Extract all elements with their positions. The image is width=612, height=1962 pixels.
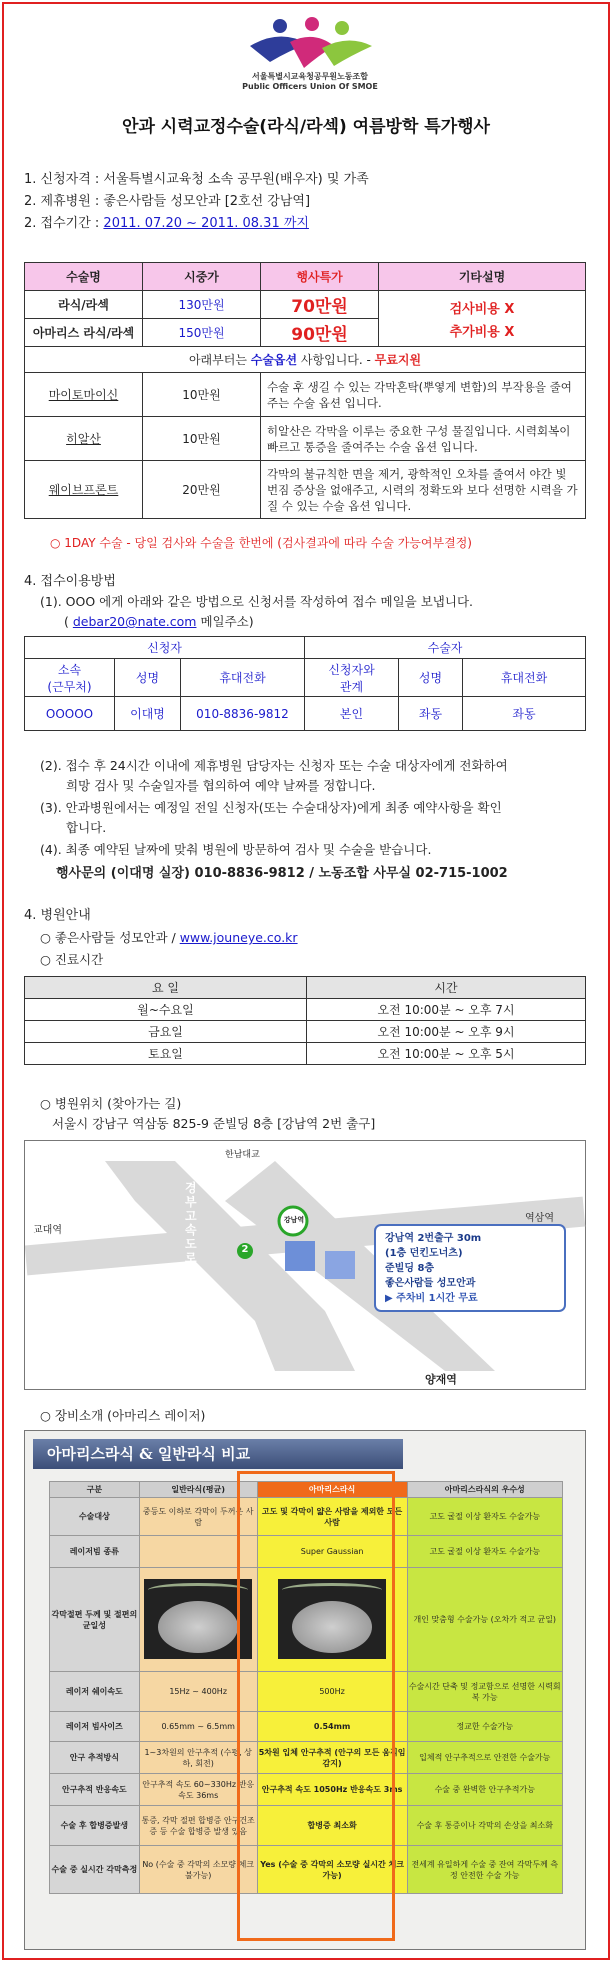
hospital-url-link[interactable]: www.jouneye.co.kr (179, 930, 298, 945)
option-desc: 수술 후 생길 수 있는 각막혼탁(뿌옇게 변함)의 부작용을 줄여주는 수술 옵션 입니다. (261, 373, 586, 417)
map-info-line: ▶ 주차비 1시간 무료 (385, 1293, 478, 1304)
hours-time: 오전 10:00분 ~ 오후 5시 (307, 1043, 586, 1065)
location-heading: ○ 병원위치 (찾아가는 길) (40, 1096, 182, 1111)
map-label-gyodae: 교대역 (33, 1225, 62, 1236)
cmp-amaris: Yes (수술 중 각막의 소모량 실시간 체크 가능) (257, 1846, 407, 1894)
info-period-label: 2. 접수기간 : (24, 216, 104, 231)
price-header-special: 행사특가 (261, 263, 379, 291)
map-info-box (385, 1231, 481, 1306)
price-note-exam: 검사비용 X (449, 301, 515, 317)
cmp-amaris: 500Hz (257, 1672, 407, 1712)
usage-step2b: 희망 검사 및 수술일자를 협의하여 예약 날짜를 정합니다. (66, 778, 376, 793)
cmp-label: 수술 중 실시간 각막측정 (50, 1846, 140, 1894)
applicant-group: 신청자 (25, 637, 305, 659)
cmp-label: 레이저 쉐이속도 (50, 1672, 140, 1712)
contact-info: 행사문의 (이대명 실장) 010-8836-9812 / 노동조합 사무실 02-715-1002 (56, 866, 508, 881)
cmp-normal: 안구추적 속도 60~330Hz 반응속도 36ms (139, 1774, 257, 1806)
union-name-ko: 서울특별시교육청공무원노동조합 (252, 72, 368, 81)
hours-heading: ○ 진료시간 (40, 952, 104, 967)
usage-step3b: 합니다. (66, 820, 107, 835)
application-table (24, 636, 586, 731)
price-row-special: 70만원 (261, 291, 379, 319)
map-info-line: 강남역 2번출구 30m (385, 1233, 482, 1244)
price-row-name: 라식/라섹 (25, 291, 143, 319)
email-link[interactable]: debar20@nate.com (72, 614, 197, 629)
cmp-col: 구분 (50, 1482, 140, 1498)
cell-affiliation: OOOOO (25, 697, 115, 731)
hospital-address: 서울시 강남구 역삼동 825-9 준빌딩 8층 [강남역 2번 출구] (52, 1116, 376, 1131)
option-note-pre: 아래부터는 (188, 353, 251, 367)
hours-day: 토요일 (25, 1043, 307, 1065)
price-row-retail: 150만원 (143, 319, 261, 347)
map-label-exit: 2 (241, 1244, 249, 1255)
price-row-name: 아마리스 라식/라섹 (25, 319, 143, 347)
cmp-normal: 통증, 각막 절편 합병증 안구건조증 등 수술 합병증 발생 있음 (139, 1806, 257, 1846)
cell-name2: 좌동 (399, 697, 463, 731)
usage-step2a: (2). 접수 후 24시간 이내에 제휴병원 담당자는 신청자 또는 수술 대상자에게 전화하여 (40, 758, 508, 773)
price-header-name: 수술명 (25, 263, 143, 291)
cmp-col: 일반라식(평균) (139, 1482, 257, 1498)
cmp-label: 레이저빔 종류 (50, 1536, 140, 1568)
hospital-heading: 4. 병원안내 (24, 908, 91, 923)
hours-time: 오전 10:00분 ~ 오후 7시 (307, 999, 586, 1021)
price-header-retail: 시중가 (143, 263, 261, 291)
cmp-amaris: 0.54mm (257, 1712, 407, 1742)
hours-col-time: 시간 (307, 977, 586, 999)
info-period (24, 212, 309, 231)
hours-day: 월~수요일 (25, 999, 307, 1021)
page-title: 안과 시력교정수술(라식/라섹) 여름방학 특가행사 (122, 117, 490, 137)
price-header-notes: 기타설명 (379, 263, 586, 291)
cmp-amaris: Super Gaussian (257, 1536, 407, 1568)
option-note-em: 수술옵션 (250, 353, 298, 367)
usage-heading: 4. 접수이용방법 (24, 574, 116, 589)
option-desc: 각막의 불규칙한 면을 제거, 광학적인 오차를 줄여서 야간 빛 번짐 증상을 없애주고, 시력의 정확도와 보다 선명한 시력을 가질 수 있는 수술 옵션 입니다. (261, 461, 586, 519)
cmp-merit: 고도 굴절 이상 환자도 수술가능 (407, 1498, 562, 1536)
cmp-amaris: 5차원 입체 안구추적 (안구의 모든 움직임 감지) (257, 1742, 407, 1774)
cmp-amaris: 합병증 최소화 (257, 1806, 407, 1846)
map-roads (25, 1141, 587, 1391)
col-phone2: 휴대전화 (463, 659, 586, 697)
comparison-panel (24, 1430, 586, 1950)
info-eligibility: 1. 신청자격 : 서울특별시교육청 소속 공무원(배우자) 및 가족 (24, 172, 369, 187)
usage-step4: (4). 최종 예약된 날짜에 맞춰 병원에 방문하여 검사 및 수술을 받습니다. (40, 842, 432, 857)
cmp-merit: 개인 맞춤형 수술가능 (오차가 적고 균일) (407, 1568, 562, 1672)
option-note-free: 무료지원 (374, 353, 422, 367)
option-name: 웨이브프론트 (25, 461, 143, 519)
cmp-label: 레이저 빔사이즈 (50, 1712, 140, 1742)
col-name: 성명 (115, 659, 181, 697)
cmp-merit: 수술시간 단축 및 정교함으로 선명한 시력회복 가능 (407, 1672, 562, 1712)
email-post: 메일주소) (196, 614, 254, 629)
cmp-amaris: 고도 및 각막이 얇은 사람을 제외한 모든 사람 (257, 1498, 407, 1536)
option-name: 마이토마이신 (25, 373, 143, 417)
option-note-post: 사항입니다. - (297, 353, 375, 367)
price-note-extra: 추가비용 X (449, 324, 515, 340)
hours-day: 금요일 (25, 1021, 307, 1043)
option-price: 10만원 (143, 417, 261, 461)
email-pre: ( (64, 614, 73, 629)
option-name: 히알산 (25, 417, 143, 461)
option-price: 20만원 (143, 461, 261, 519)
cmp-label: 각막절편 두께 및 절편의 균일성 (50, 1568, 140, 1672)
patient-group: 수술자 (305, 637, 586, 659)
price-row-retail: 130만원 (143, 291, 261, 319)
cmp-normal: 0.65mm ~ 6.5mm (139, 1712, 257, 1742)
hours-time: 오전 10:00분 ~ 오후 9시 (307, 1021, 586, 1043)
map-info-line: 좋은사람들 성모안과 (385, 1278, 476, 1289)
cell-phone: 010-8836-9812 (181, 697, 305, 731)
union-name (210, 72, 410, 92)
map-label-highway: 경부고속도로 (185, 1181, 197, 1265)
col-affiliation: 소속 (근무처) (25, 659, 115, 697)
cmp-label: 수술대상 (50, 1498, 140, 1536)
cmp-normal: 1~3차원의 안구추적 (수평, 상하, 회전) (139, 1742, 257, 1774)
map-info-line: 준빌딩 8층 (385, 1263, 435, 1274)
col-phone: 휴대전화 (181, 659, 305, 697)
map-label-yeoksam: 역삼역 (525, 1213, 554, 1224)
hours-table (24, 976, 586, 1065)
union-name-en: Public Officers Union Of SMOE (242, 82, 378, 91)
option-price: 10만원 (143, 373, 261, 417)
map-label-station: 강남역 (283, 1216, 305, 1224)
oneday-note: ○ 1DAY 수술 - 당일 검사와 수술을 한번에 (검사결과에 따라 수술 가능여부결정) (50, 536, 472, 550)
hospital-name-text: ○ 좋은사람들 성모안과 / (40, 930, 180, 945)
option-note (25, 347, 586, 373)
cmp-label: 안구 추적방식 (50, 1742, 140, 1774)
cmp-merit: 수술 중 완벽한 안구추적가능 (407, 1774, 562, 1806)
cmp-merit: 입체적 안구추적으로 안전한 수술가능 (407, 1742, 562, 1774)
price-notes (379, 291, 586, 347)
flap-image-normal (144, 1579, 252, 1659)
cell-phone2: 좌동 (463, 697, 586, 731)
cmp-merit: 수술 후 통증이나 각막의 손상을 최소화 (407, 1806, 562, 1846)
hours-col-day: 요 일 (25, 977, 307, 999)
price-table (24, 262, 586, 519)
col-name2: 성명 (399, 659, 463, 697)
cmp-normal: 15Hz ~ 400Hz (139, 1672, 257, 1712)
cmp-merit: 정교한 수술가능 (407, 1712, 562, 1742)
usage-step1: (1). OOO 에게 아래와 같은 방법으로 신청서를 작성하여 접수 메일을 보냅니다. (40, 594, 474, 609)
cell-name: 이대명 (115, 697, 181, 731)
cmp-merit: 고도 굴절 이상 환자도 수술가능 (407, 1536, 562, 1568)
map-label-hannam: 한남대교 (225, 1150, 260, 1160)
cmp-label: 수술 후 합병증발생 (50, 1806, 140, 1846)
info-period-value: 2011. 07.20 ~ 2011. 08.31 까지 (103, 216, 309, 231)
col-relation: 신청자와 관계 (305, 659, 399, 697)
hospital-name (40, 928, 298, 946)
usage-step3a: (3). 안과병원에서는 예정일 전일 신청자(또는 수술대상자)에게 최종 예약사항을 확인 (40, 800, 502, 815)
cmp-col: 아마리스라식 (257, 1482, 407, 1498)
cmp-label: 안구추적 반응속도 (50, 1774, 140, 1806)
map-label-yangjae: 양재역 (425, 1373, 457, 1386)
amaris-highlight (237, 1471, 395, 1941)
usage-email (64, 612, 254, 630)
comparison-banner: 아마리스라식 & 일반라식 비교 (33, 1439, 403, 1469)
map-info-line: (1층 던킨도너츠) (385, 1248, 463, 1259)
cmp-normal: No (수술 중 각막의 소모량 체크 불가능) (139, 1846, 257, 1894)
cmp-normal: 중등도 이하로 각막이 두꺼운 사람 (139, 1498, 257, 1536)
equip-heading: ○ 장비소개 (아마리스 레이저) (40, 1408, 206, 1423)
location-map (24, 1140, 586, 1390)
cmp-merit: 전세계 유일하게 수술 중 잔여 각막두께 측정 안전한 수술 가능 (407, 1846, 562, 1894)
cmp-amaris: 안구추적 속도 1050Hz 반응속도 3ms (257, 1774, 407, 1806)
price-row-special: 90만원 (261, 319, 379, 347)
info-hospital: 2. 제휴병원 : 좋은사람들 성모안과 [2호선 강남역] (24, 194, 311, 209)
cmp-col: 아마리스라식의 우수성 (407, 1482, 562, 1498)
option-desc: 히알산은 각막을 이루는 중요한 구성 물질입니다. 시력회복이 빠르고 통증을 줄여주는 수술 옵션 입니다. (261, 417, 586, 461)
cell-relation: 본인 (305, 697, 399, 731)
